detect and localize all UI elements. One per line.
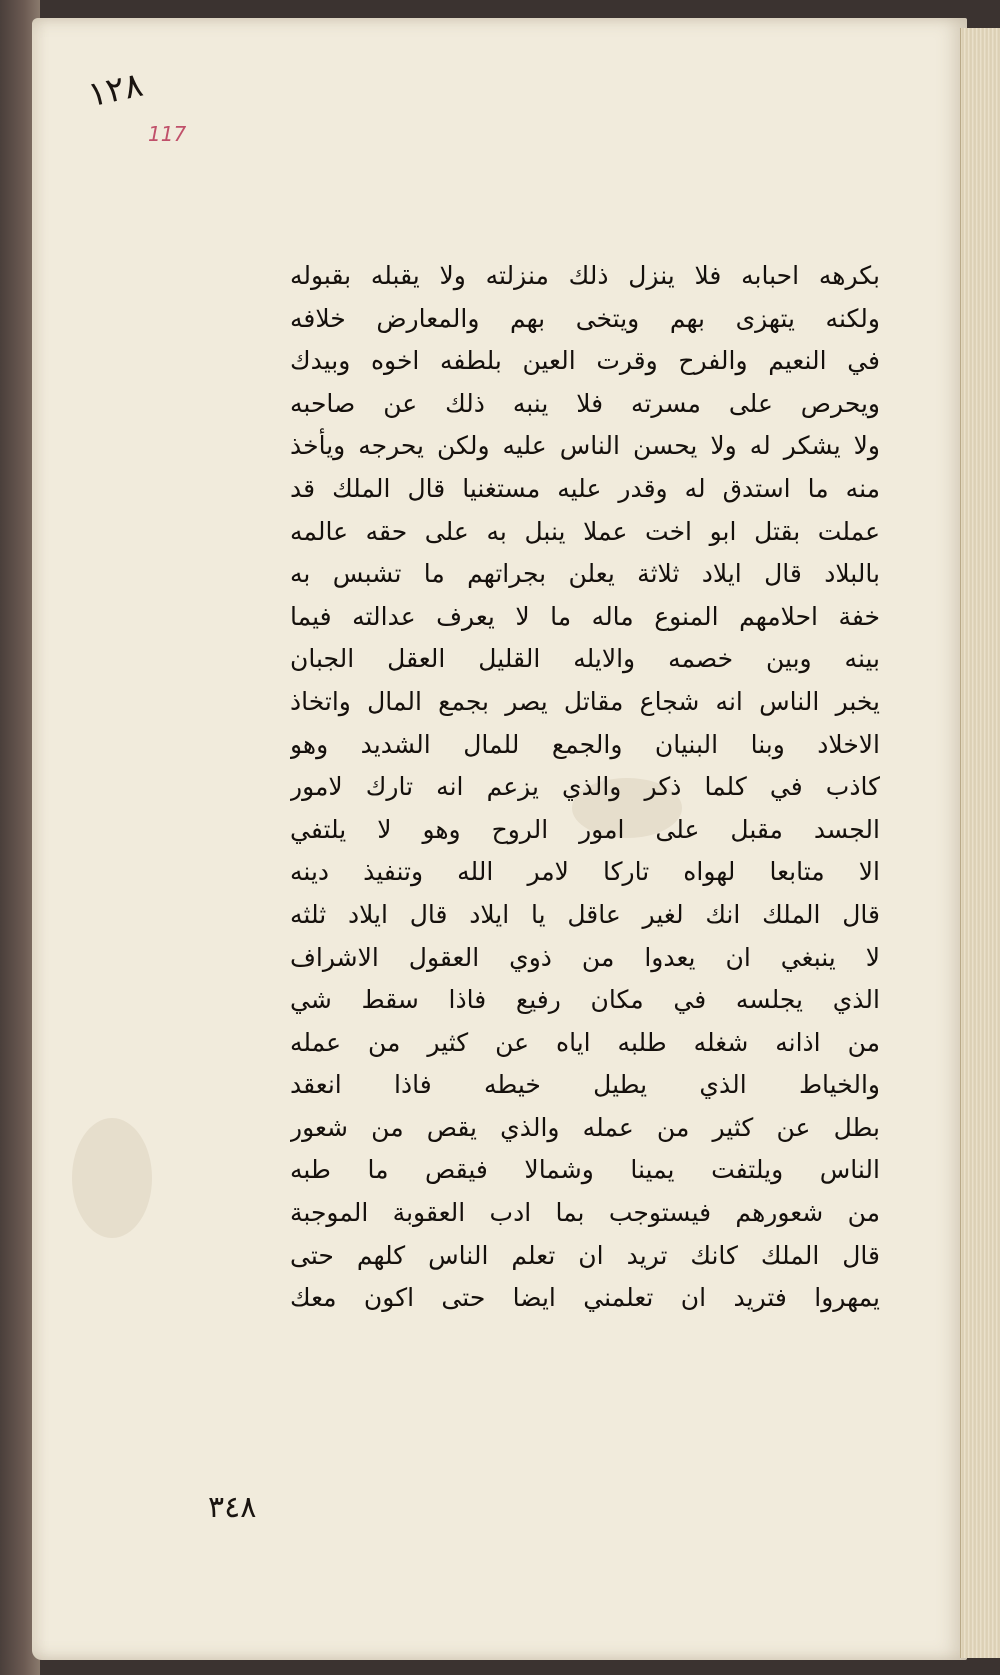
- text-line: من اذانه شغله طلبه اياه عن كثير من عمله: [290, 1027, 880, 1057]
- text-line: عملت بقتل ابو اخت عملا ينبل به على حقه عالمه: [290, 516, 880, 546]
- manuscript-text: [290, 255, 880, 1320]
- text-line: الاخلاد وبنا البنيان والجمع للمال الشديد وهو: [290, 729, 880, 759]
- text-line: بكرهه احبابه فلا ينزل ذلك منزلته ولا يقبله بقبوله: [290, 261, 880, 290]
- folio-number-ink: ١٢٨: [84, 64, 147, 116]
- text-line: خفة احلامهم المنوع ماله ما لا يعرف عدالته فيما: [290, 601, 880, 631]
- text-line: بالبلاد قال ايلاد ثلاثة يعلن بجراتهم ما تشبس به: [290, 559, 880, 589]
- paper-stain: [72, 1118, 152, 1238]
- text-line: لا ينبغي ان يعدوا من ذوي العقول الاشراف: [290, 942, 880, 972]
- text-line: يخبر الناس انه شجاع مقاتل يصر بجمع المال واتخاذ: [290, 686, 880, 716]
- text-line: الذي يجلسه في مكان رفيع فاذا سقط شي: [290, 985, 880, 1015]
- bottom-folio-number: ٣٤٨: [208, 1490, 257, 1525]
- text-line: ولا يشكر له ولا يحسن الناس عليه ولكن يحرجه ويأخذ: [290, 431, 880, 461]
- text-line: بينه وبين خصمه والايله القليل العقل الجبان: [290, 644, 880, 674]
- text-line: بطل عن كثير من عمله والذي يقص من شعور: [290, 1112, 880, 1142]
- text-line: والخياط الذي يطيل خيطه فاذا انعقد: [290, 1070, 880, 1100]
- text-line: الجسد مقبل على امور الروح وهو لا يلتفي: [290, 814, 880, 844]
- page-edges: [960, 28, 1000, 1658]
- folio-number-pencil: 117: [148, 122, 187, 146]
- text-line: يمهروا فتريد ان تعلمني ايضا حتى اكون معك: [290, 1283, 880, 1313]
- text-line: كاذب في كلما ذكر والذي يزعم انه تارك لامور: [290, 772, 880, 802]
- text-line: في النعيم والفرح وقرت العين بلطفه اخوه وبيدك: [290, 346, 880, 376]
- text-line: قال الملك كانك تريد ان تعلم الناس كلهم حتى: [290, 1240, 880, 1270]
- text-line: منه ما استدق له وقدر عليه مستغنيا قال الملك قد: [290, 473, 880, 503]
- text-line: الناس ويلتفت يمينا وشمالا فيقص ما طبه: [290, 1155, 880, 1185]
- text-line: ولكنه يتهزى بهم ويتخى بهم والمعارض خلافه: [290, 303, 880, 333]
- text-line: الا متابعا لهواه تاركا لامر الله وتنفيذ دينه: [290, 857, 880, 887]
- text-line: ويحرص على مسرته فلا ينبه ذلك عن صاحبه: [290, 388, 880, 418]
- text-line: قال الملك انك لغير عاقل يا ايلاد قال ايلاد ثلثه: [290, 899, 880, 929]
- text-line: من شعورهم فيستوجب بما ادب العقوبة الموجبة: [290, 1198, 880, 1228]
